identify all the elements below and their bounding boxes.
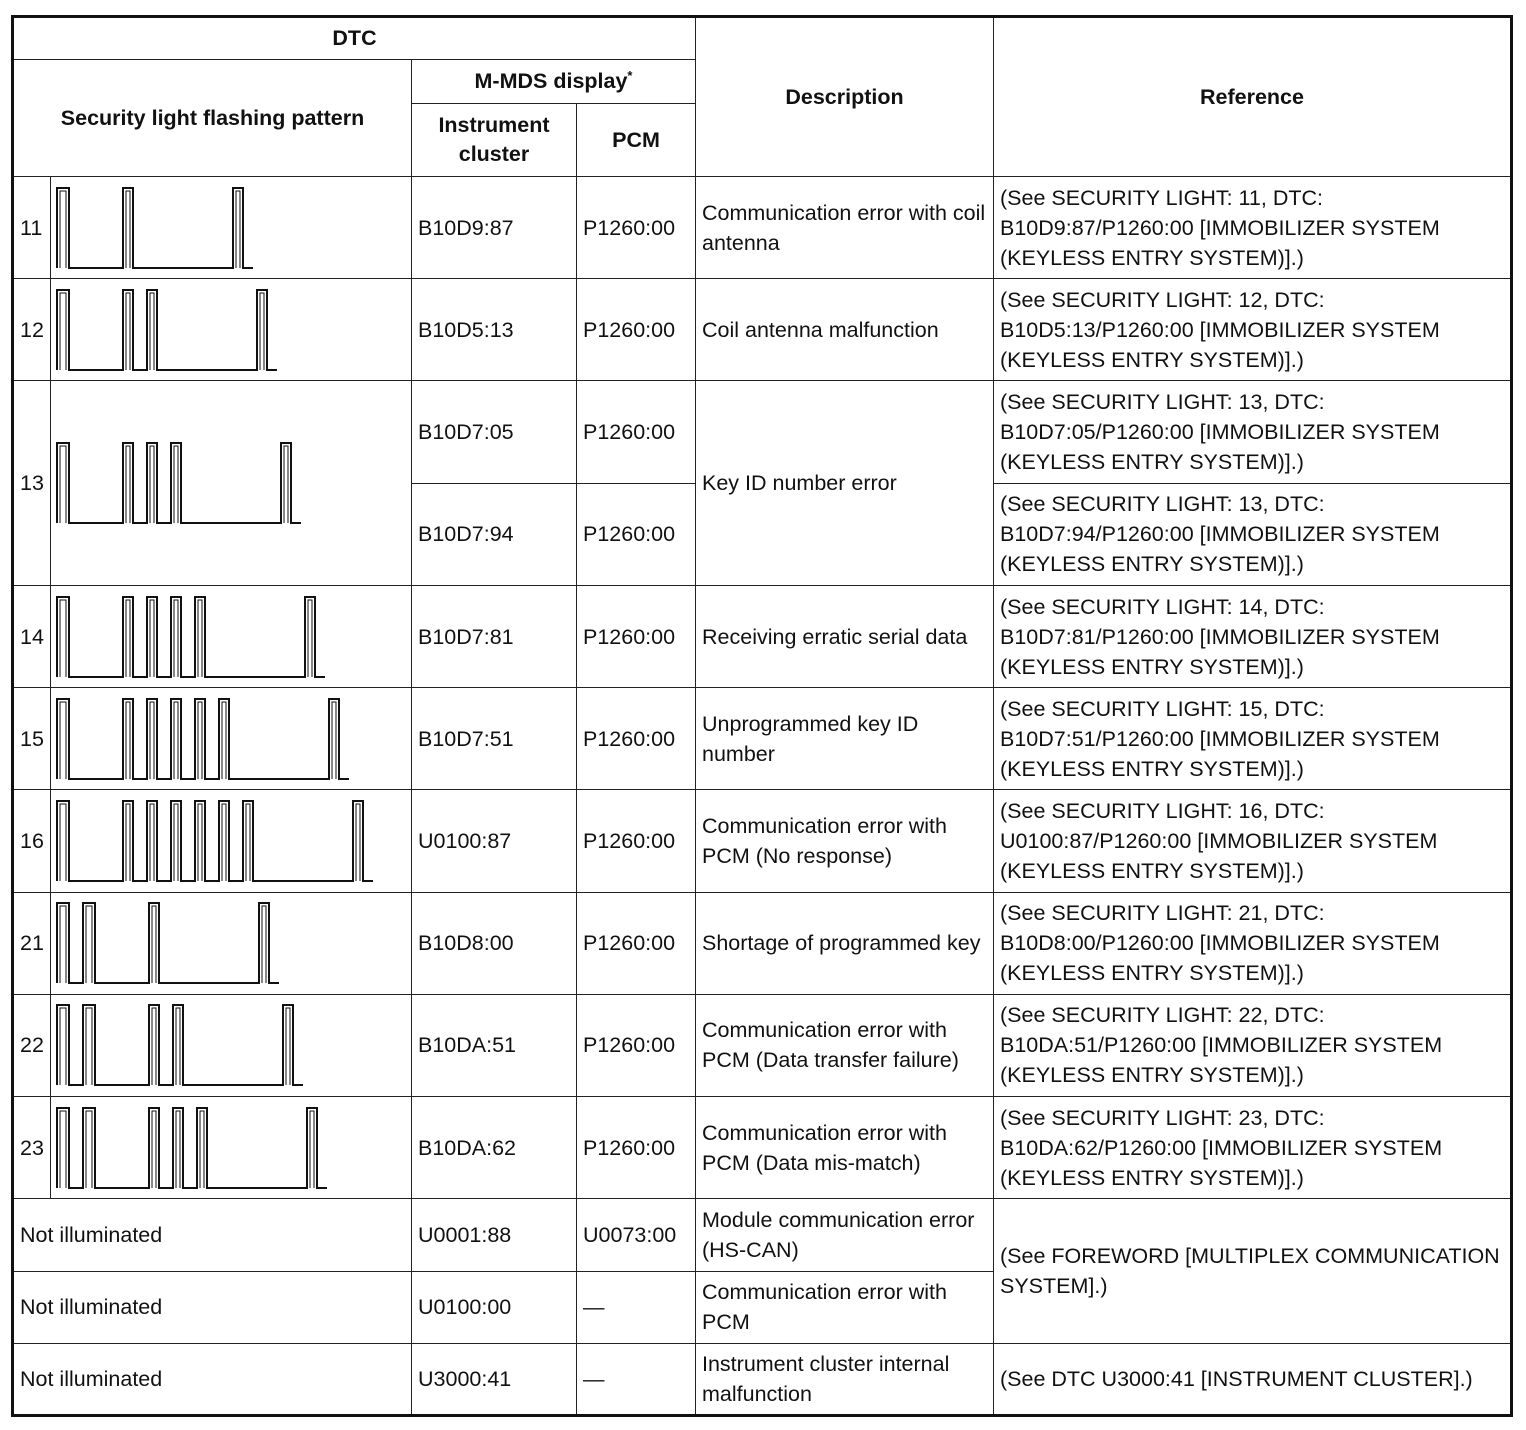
flash-pattern: [51, 790, 412, 892]
instrument-cluster-code: U0100:87: [412, 790, 577, 892]
flash-pulse: [174, 702, 178, 779]
pcm-code: P1260:00: [577, 790, 696, 892]
flash-pulse: [60, 702, 66, 779]
flash-code: 21: [13, 892, 51, 994]
flashing-pattern-header: Security light flashing pattern: [13, 60, 412, 177]
flash-pattern: [51, 688, 412, 790]
description: Receiving erratic serial data: [696, 585, 994, 687]
instrument-cluster-code: B10D5:13: [412, 279, 577, 381]
flash-pulse: [174, 600, 178, 677]
instrument-cluster-code: U0100:00: [412, 1271, 577, 1343]
flash-pattern-text: Not illuminated: [13, 1343, 412, 1415]
flash-pulse: [246, 804, 250, 881]
instrument-cluster-code: B10DA:51: [412, 994, 577, 1096]
flash-code: 11: [13, 177, 51, 279]
instrument-cluster-code: B10D7:05: [412, 381, 577, 483]
instrument-cluster-code: B10D7:51: [412, 688, 577, 790]
table-row: [13, 1199, 1512, 1271]
description: Module communication error (HS-CAN): [696, 1199, 994, 1271]
flash-pulse: [222, 804, 226, 881]
table-row: [13, 279, 1512, 381]
mmds-display-header: [412, 60, 696, 104]
reference: (See SECURITY LIGHT: 23, DTC: B10DA:62/P1260:00 [IMMOBILIZER SYSTEM (KEYLESS ENTRY SYSTEM)].): [994, 1097, 1512, 1199]
pcm-code: P1260:00: [577, 381, 696, 483]
reference: (See SECURITY LIGHT: 13, DTC: B10D7:05/P1260:00 [IMMOBILIZER SYSTEM (KEYLESS ENTRY SYSTEM)].): [994, 381, 1512, 483]
flash-pattern-diagram: [51, 689, 412, 789]
description: Communication error with PCM (Data mis-match): [696, 1097, 994, 1199]
flash-pattern-diagram: [51, 382, 412, 584]
description-header: Description: [696, 17, 994, 177]
pcm-code: P1260:00: [577, 483, 696, 585]
flash-pulse: [176, 1111, 180, 1188]
flash-pattern: [51, 279, 412, 381]
flash-pulse: [308, 600, 312, 677]
flash-pulse: [86, 1008, 92, 1085]
pcm-code: P1260:00: [577, 279, 696, 381]
flash-pattern-waveform: [57, 290, 277, 370]
description: Instrument cluster internal malfunction: [696, 1343, 994, 1415]
pcm-code: —: [577, 1343, 696, 1415]
flash-pulse: [222, 702, 226, 779]
pcm-code: P1260:00: [577, 892, 696, 994]
description: Communication error with PCM (Data transfer failure): [696, 994, 994, 1096]
dtc-header: DTC: [13, 17, 696, 60]
flash-code: 13: [13, 381, 51, 585]
pcm-code: P1260:00: [577, 177, 696, 279]
flash-pulse: [152, 1111, 156, 1188]
flash-pattern: [51, 381, 412, 585]
flash-pulse: [152, 1008, 156, 1085]
flash-pulse: [60, 906, 66, 983]
mmds-asterisk: *: [627, 67, 633, 83]
flash-pattern: [51, 994, 412, 1096]
flash-pulse: [60, 804, 66, 881]
instrument-cluster-code: U3000:41: [412, 1343, 577, 1415]
flash-pulse: [60, 1111, 66, 1188]
flash-pulse: [310, 1111, 314, 1188]
pcm-code: P1260:00: [577, 688, 696, 790]
flash-pulse: [332, 702, 336, 779]
flash-pulse: [60, 191, 66, 268]
flash-pattern-diagram: [51, 280, 412, 380]
flash-pattern-diagram: [51, 995, 412, 1095]
reference: (See SECURITY LIGHT: 16, DTC: U0100:87/P1260:00 [IMMOBILIZER SYSTEM (KEYLESS ENTRY SYSTEM)].): [994, 790, 1512, 892]
flash-pattern-waveform: [57, 1108, 327, 1188]
reference: (See SECURITY LIGHT: 21, DTC: B10D8:00/P1260:00 [IMMOBILIZER SYSTEM (KEYLESS ENTRY SYSTEM)].): [994, 892, 1512, 994]
flash-pulse: [86, 1111, 92, 1188]
flash-pulse: [152, 906, 156, 983]
flash-code: 23: [13, 1097, 51, 1199]
flash-pattern: [51, 1097, 412, 1199]
flash-pulse: [126, 191, 130, 268]
flash-code: 22: [13, 994, 51, 1096]
instrument-cluster-code: U0001:88: [412, 1199, 577, 1271]
flash-pattern-text: Not illuminated: [13, 1199, 412, 1271]
reference: (See DTC U3000:41 [INSTRUMENT CLUSTER].): [994, 1343, 1512, 1415]
flash-pulse: [284, 446, 288, 523]
flash-pattern-waveform: [57, 597, 325, 677]
flash-pulse: [262, 906, 266, 983]
flash-pulse: [236, 191, 240, 268]
reference: (See SECURITY LIGHT: 11, DTC: B10D9:87/P1260:00 [IMMOBILIZER SYSTEM (KEYLESS ENTRY SYSTEM)].): [994, 177, 1512, 279]
flash-code: 12: [13, 279, 51, 381]
description: Communication error with PCM: [696, 1271, 994, 1343]
pcm-code: U0073:00: [577, 1199, 696, 1271]
flash-pattern-waveform: [57, 903, 279, 983]
flash-pattern: [51, 585, 412, 687]
flash-pulse: [150, 293, 154, 370]
pcm-code: —: [577, 1271, 696, 1343]
flash-pattern-diagram: [51, 1098, 412, 1198]
flash-pulse: [126, 804, 130, 881]
flash-pattern-waveform: [57, 801, 373, 881]
flash-pulse: [60, 600, 66, 677]
flash-pulse: [150, 600, 154, 677]
flash-pattern: [51, 892, 412, 994]
reference: (See SECURITY LIGHT: 14, DTC: B10D7:81/P1260:00 [IMMOBILIZER SYSTEM (KEYLESS ENTRY SYSTEM)].): [994, 585, 1512, 687]
description: Communication error with coil antenna: [696, 177, 994, 279]
instrument-cluster-code: B10D7:94: [412, 483, 577, 585]
description: Shortage of programmed key: [696, 892, 994, 994]
instrument-cluster-header: Instrument cluster: [412, 104, 577, 177]
flash-pulse: [150, 446, 154, 523]
flash-pulse: [60, 446, 66, 523]
table-row: [13, 381, 1512, 483]
flash-pulse: [126, 702, 130, 779]
reference: (See SECURITY LIGHT: 22, DTC: B10DA:51/P1260:00 [IMMOBILIZER SYSTEM (KEYLESS ENTRY SYSTEM)].): [994, 994, 1512, 1096]
table-row: [13, 1097, 1512, 1199]
flash-pulse: [174, 446, 178, 523]
flash-pulse: [60, 293, 66, 370]
flash-pattern-diagram: [51, 587, 412, 687]
pcm-code: P1260:00: [577, 994, 696, 1096]
flash-pattern-waveform: [57, 699, 349, 779]
flash-pattern-diagram: [51, 178, 412, 278]
description: Coil antenna malfunction: [696, 279, 994, 381]
flash-pulse: [126, 446, 130, 523]
flash-pulse: [198, 804, 202, 881]
flash-pulse: [86, 906, 92, 983]
pcm-code: P1260:00: [577, 585, 696, 687]
reference: (See FOREWORD [MULTIPLEX COMMUNICATION SYSTEM].): [994, 1199, 1512, 1343]
flash-pattern-waveform: [57, 188, 253, 268]
instrument-cluster-code: B10D7:81: [412, 585, 577, 687]
flash-pulse: [286, 1008, 290, 1085]
flash-pulse: [198, 600, 202, 677]
flash-pulse: [60, 1008, 66, 1085]
mmds-display-label: M-MDS display: [474, 69, 628, 93]
flash-pattern: [51, 177, 412, 279]
flash-pulse: [126, 600, 130, 677]
flash-code: 15: [13, 688, 51, 790]
table-row: [13, 994, 1512, 1096]
instrument-cluster-code: B10DA:62: [412, 1097, 577, 1199]
flash-pattern-text: Not illuminated: [13, 1271, 412, 1343]
flash-pulse: [260, 293, 264, 370]
table-row: [13, 1343, 1512, 1415]
flash-pulse: [356, 804, 360, 881]
pcm-code: P1260:00: [577, 1097, 696, 1199]
reference-header: Reference: [994, 17, 1512, 177]
flash-pattern-waveform: [57, 443, 301, 523]
pcm-header: PCM: [577, 104, 696, 177]
flash-code: 16: [13, 790, 51, 892]
flash-pattern-diagram: [51, 893, 412, 993]
instrument-cluster-code: B10D8:00: [412, 892, 577, 994]
description: Communication error with PCM (No response): [696, 790, 994, 892]
flash-pulse: [176, 1008, 180, 1085]
dtc-table: [11, 15, 1513, 1417]
description: Key ID number error: [696, 381, 994, 585]
instrument-cluster-code: B10D9:87: [412, 177, 577, 279]
reference: (See SECURITY LIGHT: 12, DTC: B10D5:13/P1260:00 [IMMOBILIZER SYSTEM (KEYLESS ENTRY SYSTEM)].): [994, 279, 1512, 381]
flash-pulse: [150, 702, 154, 779]
table-row: [13, 177, 1512, 279]
flash-pulse: [200, 1111, 204, 1188]
flash-pulse: [150, 804, 154, 881]
reference: (See SECURITY LIGHT: 15, DTC: B10D7:51/P1260:00 [IMMOBILIZER SYSTEM (KEYLESS ENTRY SYSTEM)].): [994, 688, 1512, 790]
table-row: [13, 892, 1512, 994]
flash-pulse: [126, 293, 130, 370]
table-row: [13, 790, 1512, 892]
reference: (See SECURITY LIGHT: 13, DTC: B10D7:94/P1260:00 [IMMOBILIZER SYSTEM (KEYLESS ENTRY SYSTEM)].): [994, 483, 1512, 585]
table-row: [13, 688, 1512, 790]
flash-pattern-diagram: [51, 791, 412, 891]
flash-code: 14: [13, 585, 51, 687]
flash-pulse: [174, 804, 178, 881]
table-row: [13, 585, 1512, 687]
flash-pulse: [198, 702, 202, 779]
description: Unprogrammed key ID number: [696, 688, 994, 790]
